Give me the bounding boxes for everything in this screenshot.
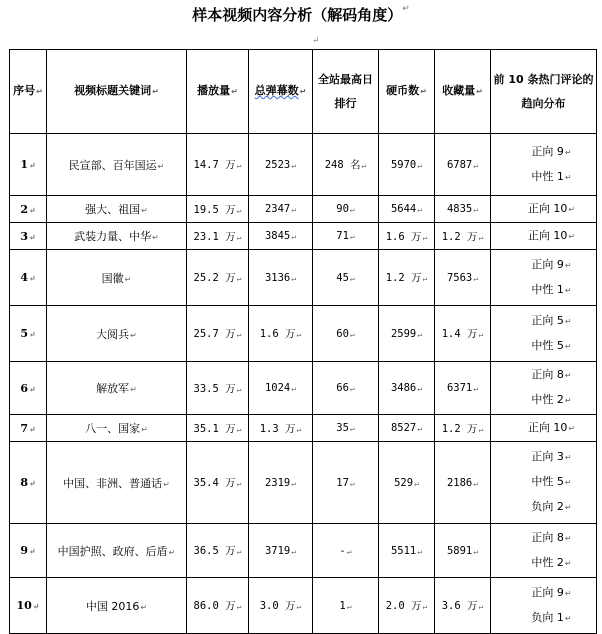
distribution-entry: 正向 8↵ [531,368,572,381]
table-row [10,306,597,362]
row-coins: 3486↵ [379,362,435,415]
distribution-entry: 中性 2↵ [531,393,572,406]
distribution-entry: 负向 2↵ [531,500,572,513]
row-favorites: 4835↵ [435,196,491,223]
row-plays: 33.5 万↵ [187,362,249,415]
row-favorites: 5891↵ [435,524,491,578]
row-favorites: 3.6 万↵ [435,578,491,634]
row-danmaku: 2319↵ [249,442,313,524]
row-plays: 14.7 万↵ [187,134,249,196]
row-comment-distribution [491,223,597,250]
header-index: 序号↵ [10,50,47,134]
distribution-entry: 正向 10↵ [527,228,576,242]
row-index: 5↵ [10,306,47,362]
table-row [10,442,597,524]
table-header-row [10,50,597,134]
distribution-entry: 正向 9↵ [531,144,572,158]
row-index: 1↵ [10,134,47,196]
table-row [10,134,597,196]
row-rank: 60↵ [313,306,379,362]
table-row [10,524,597,578]
row-comment-distribution [491,524,597,578]
distribution-entry: 正向 5↵ [531,313,572,327]
row-index: 4↵ [10,250,47,306]
table-row [10,223,597,250]
table-row [10,196,597,223]
row-favorites: 1.2 万↵ [435,223,491,250]
row-comment-distribution [491,306,597,362]
row-keyword: 民宣部、百年国运↵ [47,134,187,196]
row-comment-distribution [491,250,597,306]
row-plays: 36.5 万↵ [187,524,249,578]
distribution-entry: 中性 2↵ [531,555,572,569]
distribution-entry: 中性 1↵ [531,282,572,296]
header-rank: 全站最高日排行 [313,50,379,134]
row-keyword: 大阅兵↵ [47,306,187,362]
row-comment-distribution [491,196,597,223]
row-favorites: 7563↵ [435,250,491,306]
row-rank: 1↵ [313,578,379,634]
row-index: 10↵ [10,578,47,634]
row-comment-distribution [491,362,597,415]
row-comment-distribution [491,442,597,524]
row-plays: 86.0 万↵ [187,578,249,634]
row-plays: 35.4 万↵ [187,442,249,524]
row-coins: 5644↵ [379,196,435,223]
row-keyword: 强大、祖国↵ [47,196,187,223]
distribution-entry: 正向 8↵ [531,530,572,544]
row-danmaku: 3719↵ [249,524,313,578]
row-rank: 45↵ [313,250,379,306]
row-danmaku: 2347↵ [249,196,313,223]
table-row [10,578,597,634]
row-danmaku: 3136↵ [249,250,313,306]
table-row [10,415,597,442]
page-title: 样本视频内容分析（解码角度）↵ [192,4,410,24]
row-keyword: 武装力量、中华↵ [47,223,187,250]
row-favorites: 6787↵ [435,134,491,196]
row-favorites: 1.4 万↵ [435,306,491,362]
header-comment-distribution: 前 10 条热门评论的趋向分布 [491,50,597,134]
distribution-entry: 中性 5↵ [531,475,572,488]
row-coins: 8527↵ [379,415,435,442]
distribution-entry: 正向 9↵ [531,585,572,599]
row-keyword: 解放军↵ [47,362,187,415]
row-plays: 25.7 万↵ [187,306,249,362]
row-danmaku: 1.3 万↵ [249,415,313,442]
row-rank: 71↵ [313,223,379,250]
row-index: 3↵ [10,223,47,250]
row-rank: -↵ [313,524,379,578]
row-keyword: 中国、非洲、普通话↵ [47,442,187,524]
row-coins: 1.6 万↵ [379,223,435,250]
distribution-entry: 正向 10↵ [527,201,576,215]
row-index: 2↵ [10,196,47,223]
row-index: 9↵ [10,524,47,578]
row-rank: 248 名↵ [313,134,379,196]
table-row [10,250,597,306]
row-plays: 19.5 万↵ [187,196,249,223]
row-rank: 35↵ [313,415,379,442]
row-rank: 17↵ [313,442,379,524]
header-coins: 硬币数↵ [379,50,435,134]
row-comment-distribution [491,578,597,634]
row-index: 6↵ [10,362,47,415]
row-coins: 2.0 万↵ [379,578,435,634]
row-coins: 1.2 万↵ [379,250,435,306]
row-coins: 529↵ [379,442,435,524]
row-comment-distribution [491,134,597,196]
header-danmaku: 总弹幕数↵ [249,50,313,134]
row-favorites: 1.2 万↵ [435,415,491,442]
paragraph-mark-icon: ↵ [402,4,410,14]
row-plays: 23.1 万↵ [187,223,249,250]
distribution-entry: 负向 1↵ [531,610,572,624]
row-danmaku: 2523↵ [249,134,313,196]
header-keyword: 视频标题关键词↵ [47,50,187,134]
paragraph-mark-icon: ↵ [312,36,320,46]
row-danmaku: 1024↵ [249,362,313,415]
row-coins: 2599↵ [379,306,435,362]
row-coins: 5970↵ [379,134,435,196]
row-coins: 5511↵ [379,524,435,578]
distribution-entry: 正向 9↵ [531,257,572,271]
header-favorites: 收藏量↵ [435,50,491,134]
row-keyword: 八一、国家↵ [47,415,187,442]
row-keyword: 中国护照、政府、后盾↵ [47,524,187,578]
row-favorites: 6371↵ [435,362,491,415]
row-plays: 25.2 万↵ [187,250,249,306]
row-index: 8↵ [10,442,47,524]
row-favorites: 2186↵ [435,442,491,524]
table-row [10,362,597,415]
row-danmaku: 1.6 万↵ [249,306,313,362]
row-rank: 90↵ [313,196,379,223]
row-danmaku: 3845↵ [249,223,313,250]
distribution-entry: 中性 5↵ [531,338,572,352]
row-danmaku: 3.0 万↵ [249,578,313,634]
row-keyword: 中国 2016↵ [47,578,187,634]
row-plays: 35.1 万↵ [187,415,249,442]
analysis-table [9,49,597,634]
row-keyword: 国徽↵ [47,250,187,306]
distribution-entry: 中性 1↵ [531,169,572,183]
header-plays: 播放量↵ [187,50,249,134]
distribution-entry: 正向 3↵ [531,450,572,463]
row-index: 7↵ [10,415,47,442]
row-rank: 66↵ [313,362,379,415]
row-comment-distribution [491,415,597,442]
distribution-entry: 正向 10↵ [527,420,576,434]
